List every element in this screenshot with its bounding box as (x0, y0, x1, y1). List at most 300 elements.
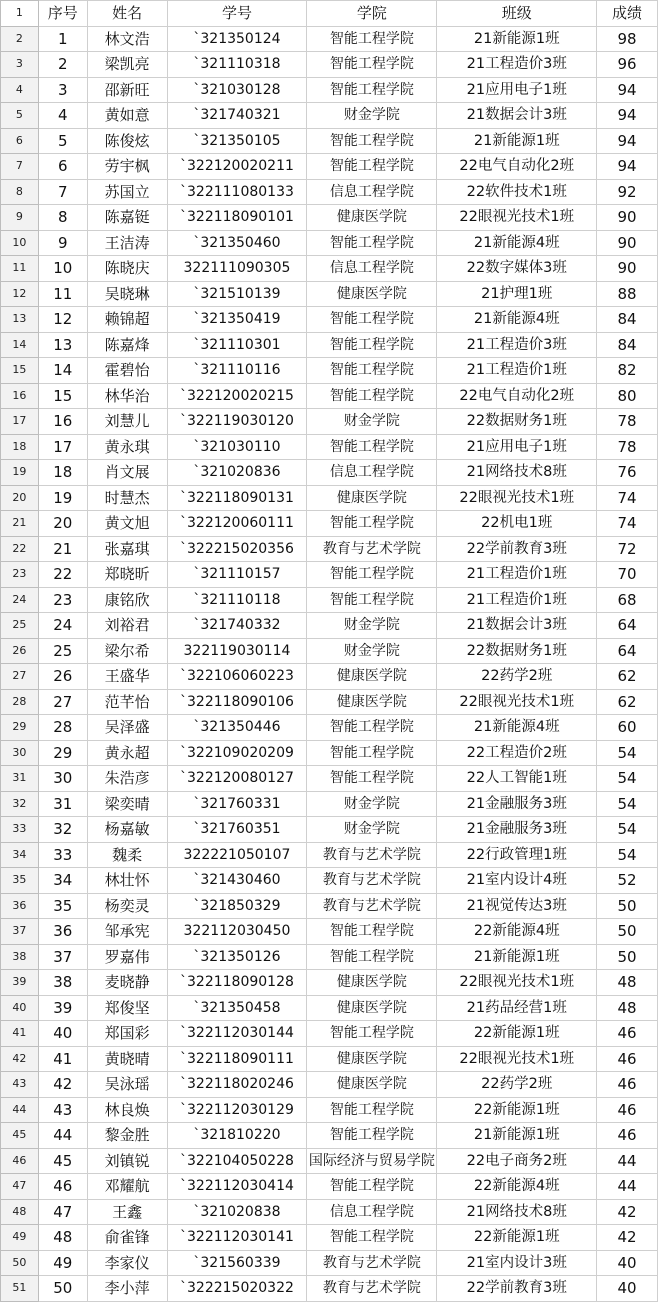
cell-score[interactable]: 90 (597, 230, 658, 256)
cell-school[interactable]: 智能工程学院 (307, 128, 437, 154)
cell-class[interactable]: 21应用电子1班 (437, 77, 597, 103)
cell-name[interactable]: 魏柔 (87, 842, 167, 868)
cell-name[interactable]: 邵新旺 (87, 77, 167, 103)
cell-school[interactable]: 健康医学院 (307, 1046, 437, 1072)
cell-school[interactable]: 智能工程学院 (307, 383, 437, 409)
cell-student-id[interactable]: `322112030414 (167, 1174, 307, 1200)
cell-seq[interactable]: 1 (38, 26, 87, 52)
row-number[interactable]: 18 (1, 434, 39, 460)
cell-name[interactable]: 刘慧儿 (87, 409, 167, 435)
row-number[interactable]: 38 (1, 944, 39, 970)
cell-score[interactable]: 78 (597, 409, 658, 435)
cell-student-id[interactable]: `322118090106 (167, 689, 307, 715)
cell-class[interactable]: 21新能源4班 (437, 715, 597, 741)
cell-class[interactable]: 22新能源1班 (437, 1225, 597, 1251)
header-score[interactable]: 成绩 (597, 1, 658, 27)
cell-seq[interactable]: 12 (38, 307, 87, 333)
cell-score[interactable]: 70 (597, 562, 658, 588)
cell-score[interactable]: 48 (597, 970, 658, 996)
cell-school[interactable]: 教育与艺术学院 (307, 842, 437, 868)
row-number[interactable]: 29 (1, 715, 39, 741)
cell-seq[interactable]: 2 (38, 52, 87, 78)
row-number[interactable]: 42 (1, 1046, 39, 1072)
cell-school[interactable]: 教育与艺术学院 (307, 536, 437, 562)
cell-seq[interactable]: 22 (38, 562, 87, 588)
cell-class[interactable]: 21工程造价1班 (437, 587, 597, 613)
cell-seq[interactable]: 26 (38, 664, 87, 690)
cell-class[interactable]: 22学前教育3班 (437, 1276, 597, 1302)
cell-score[interactable]: 54 (597, 791, 658, 817)
row-number[interactable]: 23 (1, 562, 39, 588)
cell-student-id[interactable]: `321350419 (167, 307, 307, 333)
cell-school[interactable]: 智能工程学院 (307, 1123, 437, 1149)
cell-school[interactable]: 财金学院 (307, 409, 437, 435)
cell-school[interactable]: 智能工程学院 (307, 434, 437, 460)
cell-student-id[interactable]: `321850329 (167, 893, 307, 919)
cell-seq[interactable]: 9 (38, 230, 87, 256)
cell-student-id[interactable]: `322215020356 (167, 536, 307, 562)
cell-seq[interactable]: 20 (38, 511, 87, 537)
cell-class[interactable]: 21金融服务3班 (437, 791, 597, 817)
row-number[interactable]: 9 (1, 205, 39, 231)
cell-seq[interactable]: 23 (38, 587, 87, 613)
cell-score[interactable]: 84 (597, 307, 658, 333)
cell-student-id[interactable]: `322106060223 (167, 664, 307, 690)
row-number[interactable]: 21 (1, 511, 39, 537)
cell-class[interactable]: 21数据会计3班 (437, 103, 597, 129)
cell-score[interactable]: 64 (597, 613, 658, 639)
cell-class[interactable]: 22新能源1班 (437, 1021, 597, 1047)
cell-student-id[interactable]: `322118090111 (167, 1046, 307, 1072)
cell-name[interactable]: 吴泳瑶 (87, 1072, 167, 1098)
cell-score[interactable]: 46 (597, 1072, 658, 1098)
cell-seq[interactable]: 47 (38, 1199, 87, 1225)
row-number[interactable]: 45 (1, 1123, 39, 1149)
cell-school[interactable]: 健康医学院 (307, 1072, 437, 1098)
cell-seq[interactable]: 13 (38, 332, 87, 358)
cell-seq[interactable]: 36 (38, 919, 87, 945)
cell-student-id[interactable]: `322120020211 (167, 154, 307, 180)
header-school[interactable]: 学院 (307, 1, 437, 27)
cell-seq[interactable]: 39 (38, 995, 87, 1021)
cell-student-id[interactable]: `321510139 (167, 281, 307, 307)
cell-class[interactable]: 21网络技术8班 (437, 1199, 597, 1225)
cell-name[interactable]: 林壮怀 (87, 868, 167, 894)
cell-school[interactable]: 教育与艺术学院 (307, 1250, 437, 1276)
cell-student-id[interactable]: `322112030144 (167, 1021, 307, 1047)
cell-name[interactable]: 黄永超 (87, 740, 167, 766)
cell-name[interactable]: 梁尔希 (87, 638, 167, 664)
row-number[interactable]: 22 (1, 536, 39, 562)
cell-class[interactable]: 22电气自动化2班 (437, 154, 597, 180)
cell-seq[interactable]: 37 (38, 944, 87, 970)
header-seq[interactable]: 序号 (38, 1, 87, 27)
row-number[interactable]: 1 (1, 1, 39, 27)
row-number[interactable]: 30 (1, 740, 39, 766)
row-number[interactable]: 24 (1, 587, 39, 613)
cell-name[interactable]: 邓耀航 (87, 1174, 167, 1200)
cell-school[interactable]: 智能工程学院 (307, 1021, 437, 1047)
cell-name[interactable]: 郑国彩 (87, 1021, 167, 1047)
cell-score[interactable]: 44 (597, 1148, 658, 1174)
cell-score[interactable]: 80 (597, 383, 658, 409)
cell-seq[interactable]: 6 (38, 154, 87, 180)
row-number[interactable]: 2 (1, 26, 39, 52)
cell-seq[interactable]: 35 (38, 893, 87, 919)
cell-seq[interactable]: 8 (38, 205, 87, 231)
cell-school[interactable]: 智能工程学院 (307, 1174, 437, 1200)
cell-name[interactable]: 杨奕灵 (87, 893, 167, 919)
row-number[interactable]: 14 (1, 332, 39, 358)
cell-class[interactable]: 22数据财务1班 (437, 409, 597, 435)
cell-name[interactable]: 陈嘉铤 (87, 205, 167, 231)
cell-score[interactable]: 40 (597, 1276, 658, 1302)
cell-student-id[interactable]: `321110118 (167, 587, 307, 613)
cell-name[interactable]: 林文浩 (87, 26, 167, 52)
cell-seq[interactable]: 31 (38, 791, 87, 817)
cell-school[interactable]: 智能工程学院 (307, 332, 437, 358)
cell-score[interactable]: 82 (597, 358, 658, 384)
header-student-id[interactable]: 学号 (167, 1, 307, 27)
cell-school[interactable]: 信息工程学院 (307, 1199, 437, 1225)
cell-name[interactable]: 麦晓静 (87, 970, 167, 996)
cell-student-id[interactable]: `322109020209 (167, 740, 307, 766)
cell-class[interactable]: 22药学2班 (437, 1072, 597, 1098)
row-number[interactable]: 43 (1, 1072, 39, 1098)
cell-class[interactable]: 22电子商务2班 (437, 1148, 597, 1174)
row-number[interactable]: 15 (1, 358, 39, 384)
cell-name[interactable]: 张嘉琪 (87, 536, 167, 562)
cell-student-id[interactable]: `322120020215 (167, 383, 307, 409)
cell-name[interactable]: 时慧杰 (87, 485, 167, 511)
cell-class[interactable]: 22数字媒体3班 (437, 256, 597, 282)
cell-school[interactable]: 健康医学院 (307, 485, 437, 511)
cell-seq[interactable]: 49 (38, 1250, 87, 1276)
cell-name[interactable]: 霍碧怡 (87, 358, 167, 384)
cell-class[interactable]: 22眼视光技术1班 (437, 485, 597, 511)
cell-class[interactable]: 21网络技术8班 (437, 460, 597, 486)
cell-seq[interactable]: 11 (38, 281, 87, 307)
cell-student-id[interactable]: `321350105 (167, 128, 307, 154)
cell-student-id[interactable]: `321020838 (167, 1199, 307, 1225)
cell-seq[interactable]: 33 (38, 842, 87, 868)
cell-student-id[interactable]: `322120060111 (167, 511, 307, 537)
row-number[interactable]: 17 (1, 409, 39, 435)
cell-school[interactable]: 智能工程学院 (307, 715, 437, 741)
row-number[interactable]: 44 (1, 1097, 39, 1123)
row-number[interactable]: 3 (1, 52, 39, 78)
cell-name[interactable]: 苏国立 (87, 179, 167, 205)
cell-school[interactable]: 财金学院 (307, 638, 437, 664)
cell-seq[interactable]: 28 (38, 715, 87, 741)
cell-student-id[interactable]: 322221050107 (167, 842, 307, 868)
row-number[interactable]: 40 (1, 995, 39, 1021)
row-number[interactable]: 51 (1, 1276, 39, 1302)
cell-name[interactable]: 罗嘉伟 (87, 944, 167, 970)
cell-school[interactable]: 智能工程学院 (307, 307, 437, 333)
row-number[interactable]: 6 (1, 128, 39, 154)
cell-school[interactable]: 健康医学院 (307, 689, 437, 715)
cell-score[interactable]: 76 (597, 460, 658, 486)
row-number[interactable]: 39 (1, 970, 39, 996)
cell-school[interactable]: 智能工程学院 (307, 358, 437, 384)
cell-name[interactable]: 吴泽盛 (87, 715, 167, 741)
cell-seq[interactable]: 46 (38, 1174, 87, 1200)
cell-student-id[interactable]: `322118090101 (167, 205, 307, 231)
cell-score[interactable]: 68 (597, 587, 658, 613)
cell-seq[interactable]: 42 (38, 1072, 87, 1098)
cell-name[interactable]: 邹承宪 (87, 919, 167, 945)
row-number[interactable]: 11 (1, 256, 39, 282)
cell-student-id[interactable]: `321350446 (167, 715, 307, 741)
cell-score[interactable]: 44 (597, 1174, 658, 1200)
cell-school[interactable]: 智能工程学院 (307, 1225, 437, 1251)
row-number[interactable]: 28 (1, 689, 39, 715)
cell-seq[interactable]: 21 (38, 536, 87, 562)
cell-name[interactable]: 郑晓昕 (87, 562, 167, 588)
cell-class[interactable]: 22新能源4班 (437, 919, 597, 945)
cell-seq[interactable]: 40 (38, 1021, 87, 1047)
cell-name[interactable]: 黎金胜 (87, 1123, 167, 1149)
cell-class[interactable]: 22眼视光技术1班 (437, 689, 597, 715)
cell-student-id[interactable]: 322119030114 (167, 638, 307, 664)
cell-score[interactable]: 60 (597, 715, 658, 741)
cell-name[interactable]: 康铭欣 (87, 587, 167, 613)
cell-school[interactable]: 教育与艺术学院 (307, 1276, 437, 1302)
cell-seq[interactable]: 16 (38, 409, 87, 435)
cell-seq[interactable]: 5 (38, 128, 87, 154)
cell-seq[interactable]: 44 (38, 1123, 87, 1149)
cell-student-id[interactable]: `322112030129 (167, 1097, 307, 1123)
cell-name[interactable]: 黄文旭 (87, 511, 167, 537)
cell-seq[interactable]: 38 (38, 970, 87, 996)
cell-school[interactable]: 国际经济与贸易学院 (307, 1148, 437, 1174)
cell-class[interactable]: 21新能源1班 (437, 1123, 597, 1149)
cell-seq[interactable]: 18 (38, 460, 87, 486)
cell-student-id[interactable]: `322104050228 (167, 1148, 307, 1174)
cell-score[interactable]: 94 (597, 154, 658, 180)
cell-score[interactable]: 50 (597, 919, 658, 945)
row-number[interactable]: 50 (1, 1250, 39, 1276)
cell-name[interactable]: 刘裕君 (87, 613, 167, 639)
cell-school[interactable]: 教育与艺术学院 (307, 893, 437, 919)
cell-class[interactable]: 21新能源4班 (437, 230, 597, 256)
cell-seq[interactable]: 10 (38, 256, 87, 282)
row-number[interactable]: 26 (1, 638, 39, 664)
cell-score[interactable]: 50 (597, 893, 658, 919)
cell-name[interactable]: 林华治 (87, 383, 167, 409)
cell-school[interactable]: 信息工程学院 (307, 460, 437, 486)
cell-seq[interactable]: 4 (38, 103, 87, 129)
cell-school[interactable]: 智能工程学院 (307, 230, 437, 256)
cell-score[interactable]: 72 (597, 536, 658, 562)
row-number[interactable]: 32 (1, 791, 39, 817)
cell-school[interactable]: 信息工程学院 (307, 179, 437, 205)
cell-name[interactable]: 陈俊炫 (87, 128, 167, 154)
cell-class[interactable]: 22人工智能1班 (437, 766, 597, 792)
cell-school[interactable]: 健康医学院 (307, 205, 437, 231)
cell-score[interactable]: 94 (597, 77, 658, 103)
row-number[interactable]: 8 (1, 179, 39, 205)
cell-school[interactable]: 智能工程学院 (307, 1097, 437, 1123)
cell-seq[interactable]: 25 (38, 638, 87, 664)
cell-student-id[interactable]: `321350126 (167, 944, 307, 970)
cell-name[interactable]: 王盛华 (87, 664, 167, 690)
row-number[interactable]: 49 (1, 1225, 39, 1251)
cell-name[interactable]: 杨嘉敏 (87, 817, 167, 843)
cell-name[interactable]: 郑俊坚 (87, 995, 167, 1021)
cell-seq[interactable]: 24 (38, 613, 87, 639)
cell-class[interactable]: 21室内设计4班 (437, 868, 597, 894)
cell-seq[interactable]: 41 (38, 1046, 87, 1072)
cell-name[interactable]: 赖锦超 (87, 307, 167, 333)
cell-student-id[interactable]: `321030110 (167, 434, 307, 460)
row-number[interactable]: 16 (1, 383, 39, 409)
cell-score[interactable]: 54 (597, 740, 658, 766)
cell-score[interactable]: 64 (597, 638, 658, 664)
cell-score[interactable]: 50 (597, 944, 658, 970)
cell-school[interactable]: 智能工程学院 (307, 766, 437, 792)
cell-student-id[interactable]: `321350458 (167, 995, 307, 1021)
cell-student-id[interactable]: `322118090128 (167, 970, 307, 996)
cell-score[interactable]: 48 (597, 995, 658, 1021)
cell-class[interactable]: 21护理1班 (437, 281, 597, 307)
cell-score[interactable]: 62 (597, 664, 658, 690)
cell-class[interactable]: 21金融服务3班 (437, 817, 597, 843)
cell-name[interactable]: 梁奕晴 (87, 791, 167, 817)
cell-name[interactable]: 王鑫 (87, 1199, 167, 1225)
cell-name[interactable]: 肖文展 (87, 460, 167, 486)
row-number[interactable]: 33 (1, 817, 39, 843)
cell-class[interactable]: 21室内设计3班 (437, 1250, 597, 1276)
cell-score[interactable]: 62 (597, 689, 658, 715)
row-number[interactable]: 47 (1, 1174, 39, 1200)
cell-school[interactable]: 智能工程学院 (307, 740, 437, 766)
cell-seq[interactable]: 43 (38, 1097, 87, 1123)
cell-class[interactable]: 22机电1班 (437, 511, 597, 537)
cell-score[interactable]: 90 (597, 205, 658, 231)
cell-student-id[interactable]: `321430460 (167, 868, 307, 894)
cell-score[interactable]: 94 (597, 128, 658, 154)
cell-seq[interactable]: 7 (38, 179, 87, 205)
cell-student-id[interactable]: `322112030141 (167, 1225, 307, 1251)
cell-student-id[interactable]: `321350124 (167, 26, 307, 52)
cell-school[interactable]: 教育与艺术学院 (307, 868, 437, 894)
cell-score[interactable]: 54 (597, 817, 658, 843)
cell-student-id[interactable]: `321020836 (167, 460, 307, 486)
cell-class[interactable]: 21新能源1班 (437, 26, 597, 52)
cell-name[interactable]: 范芊怡 (87, 689, 167, 715)
cell-student-id[interactable]: `322120080127 (167, 766, 307, 792)
cell-class[interactable]: 21工程造价1班 (437, 562, 597, 588)
cell-class[interactable]: 21新能源1班 (437, 128, 597, 154)
cell-name[interactable]: 黄永琪 (87, 434, 167, 460)
cell-name[interactable]: 俞雀锋 (87, 1225, 167, 1251)
cell-name[interactable]: 刘镇锐 (87, 1148, 167, 1174)
cell-class[interactable]: 21新能源4班 (437, 307, 597, 333)
cell-student-id[interactable]: `321110157 (167, 562, 307, 588)
cell-class[interactable]: 22工程造价2班 (437, 740, 597, 766)
cell-school[interactable]: 智能工程学院 (307, 919, 437, 945)
cell-school[interactable]: 智能工程学院 (307, 52, 437, 78)
row-number[interactable]: 46 (1, 1148, 39, 1174)
cell-student-id[interactable]: `321110301 (167, 332, 307, 358)
cell-score[interactable]: 94 (597, 103, 658, 129)
cell-class[interactable]: 22数据财务1班 (437, 638, 597, 664)
cell-name[interactable]: 王洁涛 (87, 230, 167, 256)
cell-seq[interactable]: 19 (38, 485, 87, 511)
cell-seq[interactable]: 48 (38, 1225, 87, 1251)
cell-seq[interactable]: 34 (38, 868, 87, 894)
row-number[interactable]: 41 (1, 1021, 39, 1047)
cell-student-id[interactable]: `321110318 (167, 52, 307, 78)
cell-school[interactable]: 智能工程学院 (307, 562, 437, 588)
cell-score[interactable]: 46 (597, 1097, 658, 1123)
cell-score[interactable]: 46 (597, 1123, 658, 1149)
cell-score[interactable]: 78 (597, 434, 658, 460)
cell-student-id[interactable]: `322215020322 (167, 1276, 307, 1302)
row-number[interactable]: 25 (1, 613, 39, 639)
cell-score[interactable]: 74 (597, 485, 658, 511)
cell-score[interactable]: 74 (597, 511, 658, 537)
row-number[interactable]: 31 (1, 766, 39, 792)
cell-class[interactable]: 22行政管理1班 (437, 842, 597, 868)
row-number[interactable]: 7 (1, 154, 39, 180)
cell-class[interactable]: 22学前教育3班 (437, 536, 597, 562)
cell-class[interactable]: 21工程造价3班 (437, 332, 597, 358)
row-number[interactable]: 10 (1, 230, 39, 256)
cell-student-id[interactable]: `322118090131 (167, 485, 307, 511)
cell-student-id[interactable]: `321560339 (167, 1250, 307, 1276)
cell-school[interactable]: 健康医学院 (307, 970, 437, 996)
cell-score[interactable]: 54 (597, 766, 658, 792)
row-number[interactable]: 4 (1, 77, 39, 103)
cell-student-id[interactable]: `322118020246 (167, 1072, 307, 1098)
cell-score[interactable]: 88 (597, 281, 658, 307)
cell-class[interactable]: 22电气自动化2班 (437, 383, 597, 409)
cell-student-id[interactable]: `321810220 (167, 1123, 307, 1149)
cell-score[interactable]: 40 (597, 1250, 658, 1276)
cell-name[interactable]: 朱浩彦 (87, 766, 167, 792)
cell-score[interactable]: 46 (597, 1046, 658, 1072)
cell-school[interactable]: 健康医学院 (307, 664, 437, 690)
cell-name[interactable]: 林良焕 (87, 1097, 167, 1123)
cell-student-id[interactable]: `321110116 (167, 358, 307, 384)
cell-name[interactable]: 陈晓庆 (87, 256, 167, 282)
cell-class[interactable]: 22眼视光技术1班 (437, 1046, 597, 1072)
row-number[interactable]: 12 (1, 281, 39, 307)
cell-name[interactable]: 梁凯亮 (87, 52, 167, 78)
cell-class[interactable]: 21新能源1班 (437, 944, 597, 970)
cell-school[interactable]: 智能工程学院 (307, 944, 437, 970)
cell-score[interactable]: 90 (597, 256, 658, 282)
cell-school[interactable]: 财金学院 (307, 817, 437, 843)
row-number[interactable]: 34 (1, 842, 39, 868)
cell-student-id[interactable]: `321350460 (167, 230, 307, 256)
cell-score[interactable]: 84 (597, 332, 658, 358)
cell-score[interactable]: 54 (597, 842, 658, 868)
cell-seq[interactable]: 27 (38, 689, 87, 715)
cell-student-id[interactable]: `321030128 (167, 77, 307, 103)
cell-seq[interactable]: 50 (38, 1276, 87, 1302)
cell-name[interactable]: 黄如意 (87, 103, 167, 129)
cell-score[interactable]: 46 (597, 1021, 658, 1047)
cell-class[interactable]: 21工程造价1班 (437, 358, 597, 384)
cell-school[interactable]: 财金学院 (307, 791, 437, 817)
cell-school[interactable]: 健康医学院 (307, 281, 437, 307)
cell-student-id[interactable]: `321760331 (167, 791, 307, 817)
cell-seq[interactable]: 45 (38, 1148, 87, 1174)
